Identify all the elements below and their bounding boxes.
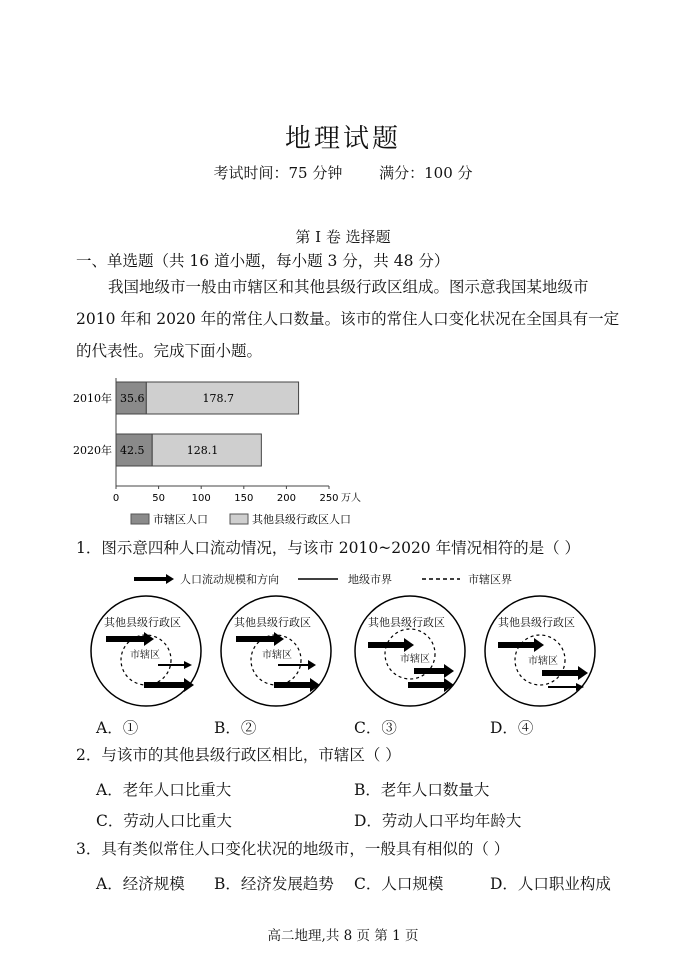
x-tick-label: 0 <box>112 493 120 504</box>
q1-option-d[interactable]: D．④ <box>490 719 534 737</box>
legend-label: 市辖区人口 <box>153 513 208 526</box>
q3-option-d[interactable]: D．人口职业构成 <box>490 875 611 893</box>
page-title: 地理试题 <box>284 124 401 154</box>
section-title: 第 I 卷 选择题 <box>295 228 391 246</box>
data-label: 178.7 <box>202 392 234 405</box>
flow-arrow-icon <box>542 666 588 680</box>
q3-option-c[interactable]: C．人口规模 <box>354 875 444 893</box>
inner-label-3: 市辖区 <box>400 654 430 665</box>
data-label: 128.1 <box>186 444 219 457</box>
population-chart <box>70 370 430 530</box>
legend-swatch <box>230 514 248 524</box>
outer-label-3: 其他县级行政区 <box>368 616 445 629</box>
intro-line-1: 我国地级市一般由市辖区和其他县级行政区组成。图示意我国某地级市 <box>108 278 589 296</box>
q2-option-a[interactable]: A．老年人口比重大 <box>96 781 232 799</box>
flow-arrow-icon <box>274 678 320 692</box>
flow-arrow-icon <box>414 664 454 678</box>
x-tick-label: 200 <box>276 493 296 504</box>
category-label: 2020年 <box>73 444 112 457</box>
q2-option-c[interactable]: C．劳动人口比重大 <box>96 812 232 830</box>
q2-option-d[interactable]: D．劳动人口平均年龄大 <box>354 812 522 830</box>
x-tick-label: 100 <box>191 493 211 504</box>
flow-arrow-icon <box>278 660 316 670</box>
data-label: 42.5 <box>120 444 145 457</box>
outer-label-4: 其他县级行政区 <box>498 616 575 629</box>
exam-info <box>0 162 686 183</box>
inner-label-4: 市辖区 <box>528 656 558 667</box>
q1-option-c[interactable]: C．③ <box>354 719 397 737</box>
flow-arrow-icon <box>408 678 454 692</box>
flow-arrow-icon <box>236 632 284 646</box>
flow-arrow-icon <box>498 638 544 652</box>
q2-stem: 2．与该市的其他县级行政区相比，市辖区（ ） <box>76 746 401 764</box>
legend-label: 其他县级行政区人口 <box>252 513 351 526</box>
q1-stem: 1．图示意四种人口流动情况，与该市 2010~2020 年情况相符的是（ ） <box>76 539 581 557</box>
part-heading: 一、单选题（共 16 道小题，每小题 3 分，共 48 分） <box>76 252 450 270</box>
q3-option-b[interactable]: B．经济发展趋势 <box>214 875 334 893</box>
q3-option-a[interactable]: A．经济规模 <box>96 875 185 893</box>
outer-label-2: 其他县级行政区 <box>234 616 311 629</box>
legend-flow-label: 人口流动规模和方向 <box>180 573 279 586</box>
x-tick-label: 250 <box>319 493 339 504</box>
exam-time: 考试时间：75 分钟 <box>213 164 343 182</box>
legend-district-label: 市辖区界 <box>468 573 512 586</box>
q3-stem: 3．具有类似常住人口变化状况的地级市，一般具有相似的（ ） <box>76 840 510 858</box>
flow-arrow-icon <box>144 678 194 692</box>
x-unit-label: 万人 <box>341 493 361 504</box>
diagram-4 <box>482 594 602 708</box>
x-tick-label: 150 <box>234 493 254 504</box>
category-label: 2010年 <box>73 392 112 405</box>
legend-city-label: 地级市界 <box>348 573 392 586</box>
x-tick-label: 50 <box>152 493 165 504</box>
flow-arrow-icon <box>158 661 192 669</box>
q1-option-b[interactable]: B．② <box>214 719 257 737</box>
intro-line-2: 2010 年和 2020 年的常住人口数量。该市的常住人口变化状况在全国具有一定 <box>76 310 620 328</box>
outer-label-1: 其他县级行政区 <box>104 616 181 629</box>
inner-label-2: 市辖区 <box>262 650 292 661</box>
q1-option-a[interactable]: A．① <box>96 719 139 737</box>
q2-option-b[interactable]: B．老年人口数量大 <box>354 781 490 799</box>
intro-line-3: 的代表性。完成下面小题。 <box>76 342 263 360</box>
page-footer: 高二地理,共 8 页 第 1 页 <box>267 928 419 944</box>
exam-score: 满分：100 分 <box>379 164 473 182</box>
legend-swatch <box>131 514 149 524</box>
flow-arrow-icon <box>134 574 174 584</box>
inner-label-1: 市辖区 <box>130 650 160 661</box>
data-label: 35.6 <box>120 392 145 405</box>
flow-arrow-icon <box>106 632 154 646</box>
